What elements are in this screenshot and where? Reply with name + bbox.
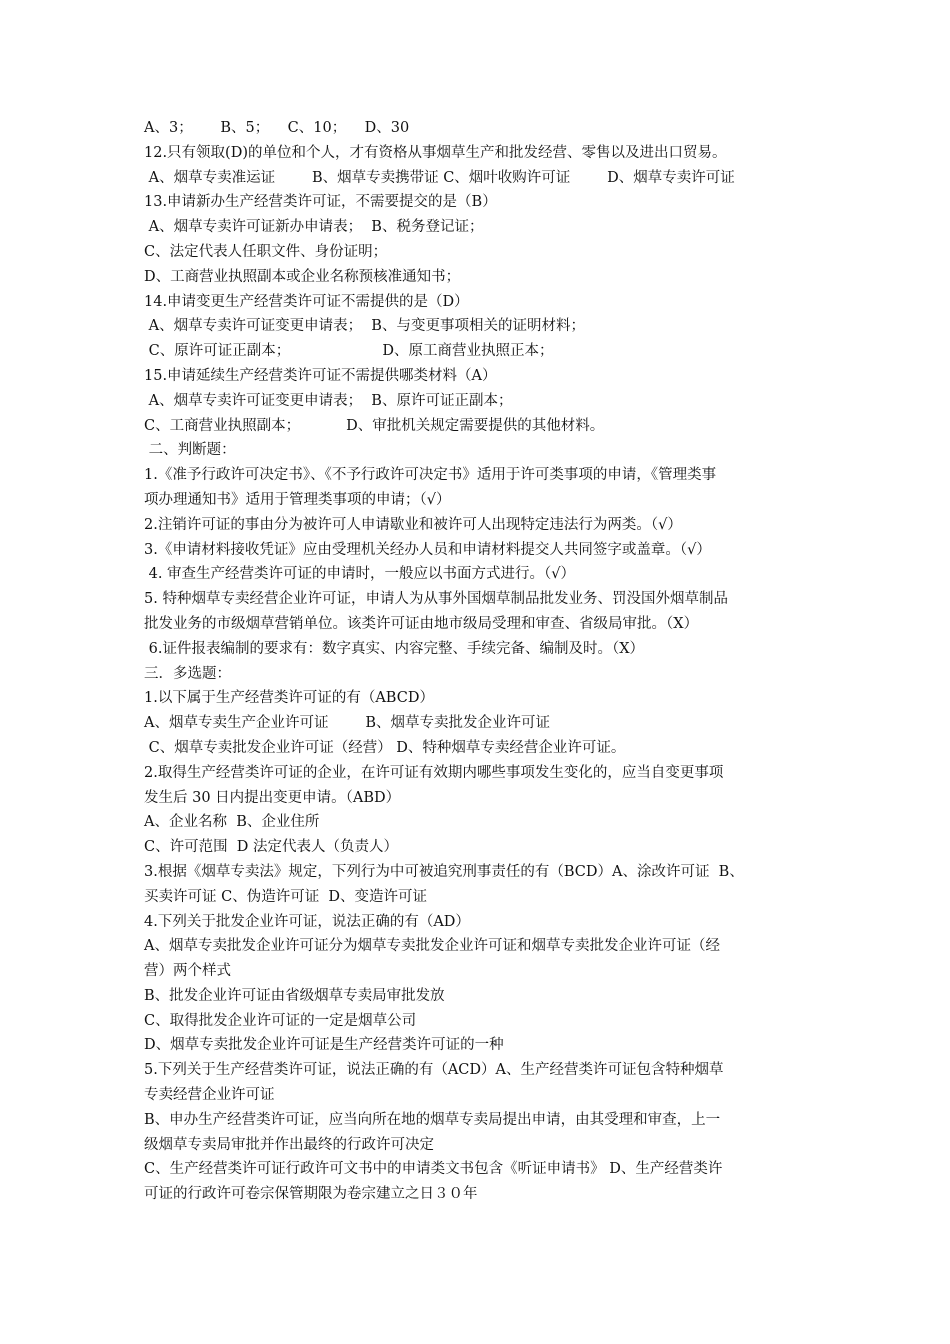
text-line: C、取得批发企业许可证的一定是烟草公司 bbox=[144, 1012, 417, 1029]
text-line: D、烟草专卖批发企业许可证是生产经营类许可证的一种 bbox=[144, 1037, 504, 1054]
text-line: A、企业名称 B、企业住所 bbox=[144, 814, 320, 831]
text-line: 专卖经营企业许可证 bbox=[144, 1087, 275, 1104]
text-line: 4. 审查生产经营类许可证的申请时，一般应以书面方式进行。（√） bbox=[144, 566, 576, 583]
text-line: 13.申请新办生产经营类许可证，不需要提交的是（B） bbox=[144, 194, 497, 211]
document-body bbox=[144, 116, 814, 1207]
text-line: 3.《申请材料接收凭证》应由受理机关经办人员和申请材料提交人共同签字或盖章。（√） bbox=[144, 541, 711, 558]
text-line: 级烟草专卖局审批并作出最终的行政许可决定 bbox=[144, 1136, 434, 1153]
text-line: A、烟草专卖许可证变更申请表； B、与变更事项相关的证明材料； bbox=[144, 318, 585, 335]
text-line: 5.下列关于生产经营类许可证，说法正确的有（ACD）A、生产经营类许可证包含特种烟草 bbox=[144, 1062, 724, 1079]
text-line: 1.以下属于生产经营类许可证的有（ABCD） bbox=[144, 690, 434, 707]
section-heading: 三．多选题： bbox=[144, 665, 231, 682]
text-line: C、法定代表人任职文件、身份证明； bbox=[144, 243, 388, 260]
text-line: 可证的行政许可卷宗保管期限为卷宗建立之日３０年 bbox=[144, 1186, 478, 1203]
text-line: 2.取得生产经营类许可证的企业，在许可证有效期内哪些事项发生变化的，应当自变更事项 bbox=[144, 764, 724, 781]
text-line: 买卖许可证 C、伪造许可证 D、变造许可证 bbox=[144, 888, 428, 905]
text-line: B、批发企业许可证由省级烟草专卖局审批发放 bbox=[144, 987, 445, 1004]
text-line: A、烟草专卖生产企业许可证 B、烟草专卖批发企业许可证 bbox=[144, 715, 550, 732]
text-line: 5. 特种烟草专卖经营企业许可证，申请人为从事外国烟草制品批发业务、罚没国外烟草制品 bbox=[144, 591, 728, 608]
text-line: 12.只有领取(D)的单位和个人，才有资格从事烟草生产和批发经营、零售以及进出口贸易。 bbox=[144, 144, 727, 161]
text-line: C、工商营业执照副本； D、审批机关规定需要提供的其他材料。 bbox=[144, 417, 605, 434]
text-line: C、生产经营类许可证行政许可文书中的申请类文书包含《听证申请书》 D、生产经营类许 bbox=[144, 1161, 723, 1178]
text-line: A、烟草专卖准运证 B、烟草专卖携带证 C、烟叶收购许可证 D、烟草专卖许可证 bbox=[144, 169, 735, 186]
text-line: 批发业务的市级烟草营销单位。该类许可证由地市级局受理和审查、省级局审批。（X） bbox=[144, 615, 699, 632]
text-line: 发生后 30 日内提出变更申请。（ABD） bbox=[144, 789, 401, 806]
text-line: C、许可范围 D 法定代表人（负责人） bbox=[144, 839, 399, 856]
text-line: A、3； B、5； C、10； D、30 bbox=[144, 120, 410, 136]
text-line: 3.根据《烟草专卖法》规定，下列行为中可被追究刑事责任的有（BCD）A、涂改许可证 B、 bbox=[144, 863, 744, 880]
text-line: 营）两个样式 bbox=[144, 963, 231, 980]
text-line: 14.申请变更生产经营类许可证不需提供的是（D） bbox=[144, 293, 469, 310]
text-line: D、工商营业执照副本或企业名称预核准通知书； bbox=[144, 268, 461, 285]
text-line: 15.申请延续生产经营类许可证不需提供哪类材料（A） bbox=[144, 367, 497, 384]
text-line: A、烟草专卖批发企业许可证分为烟草专卖批发企业许可证和烟草专卖批发企业许可证（经 bbox=[144, 938, 720, 955]
text-line: 项办理通知书》适用于管理类事项的申请；（√） bbox=[144, 491, 451, 508]
text-line: B、申办生产经营类许可证，应当向所在地的烟草专卖局提出申请，由其受理和审查，上一 bbox=[144, 1111, 721, 1128]
text-line: A、烟草专卖许可证变更申请表； B、原许可证正副本； bbox=[144, 392, 513, 409]
section-heading: 二、判断题： bbox=[144, 442, 236, 459]
text-line: C、烟草专卖批发企业许可证（经营） D、特种烟草专卖经营企业许可证。 bbox=[144, 739, 626, 756]
text-line: 4.下列关于批发企业许可证，说法正确的有（AD） bbox=[144, 913, 470, 930]
text-line: C、原许可证正副本； D、原工商营业执照正本； bbox=[144, 343, 554, 360]
text-line: 6.证件报表编制的要求有：数字真实、内容完整、手续完备、编制及时。（X） bbox=[144, 640, 645, 657]
text-line: 1.《准予行政许可决定书》、《不予行政许可决定书》适用于许可类事项的申请，《管理类事 bbox=[144, 467, 717, 484]
text-line: 2.注销许可证的事由分为被许可人申请歇业和被许可人出现特定违法行为两类。（√） bbox=[144, 516, 682, 533]
text-line: A、烟草专卖许可证新办申请表； B、税务登记证； bbox=[144, 219, 484, 236]
